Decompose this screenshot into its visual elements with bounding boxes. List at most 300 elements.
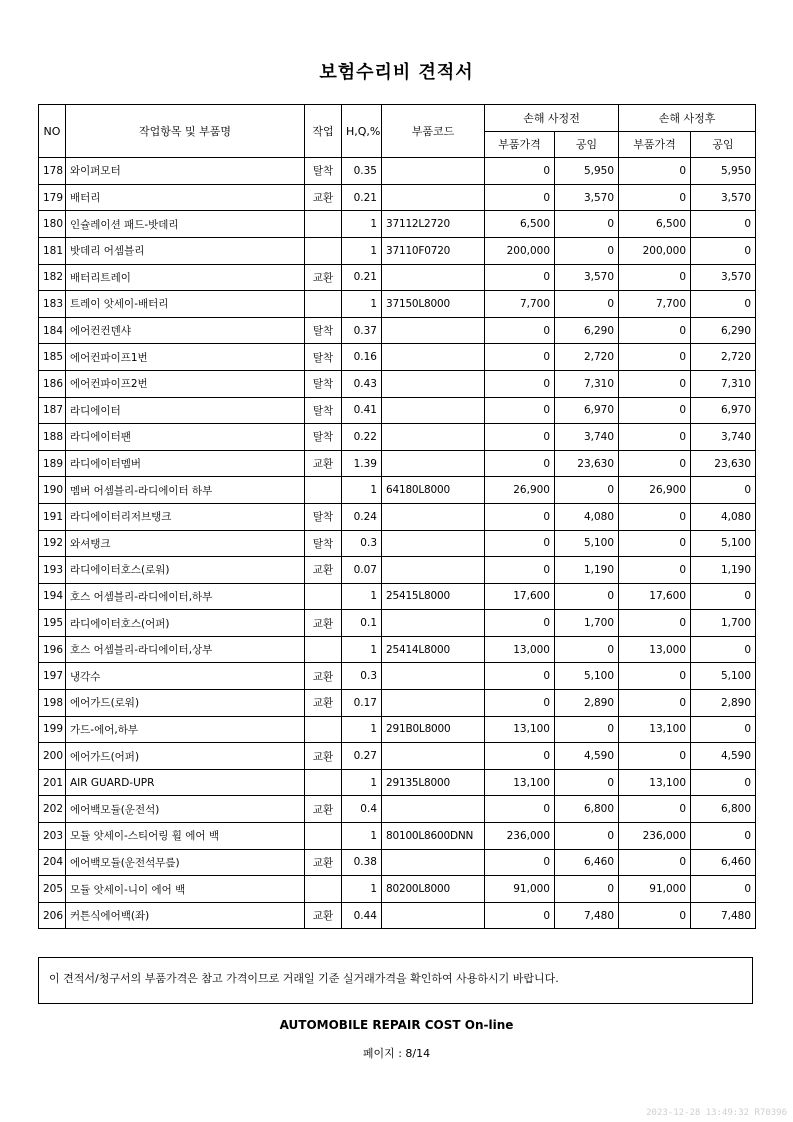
cell-part-price-after: 0 — [619, 610, 691, 637]
cell-part-code: 37110F0720 — [382, 237, 485, 264]
cell-labor-after: 5,100 — [691, 530, 756, 557]
cell-no: 206 — [39, 902, 66, 929]
table-row — [39, 530, 756, 557]
cell-part-price-before: 0 — [485, 610, 555, 637]
cell-labor-after: 7,310 — [691, 370, 756, 397]
cell-labor-before: 2,890 — [555, 690, 619, 717]
cell-part-code: 37150L8000 — [382, 291, 485, 318]
cell-labor-after: 6,290 — [691, 317, 756, 344]
cell-part-price-before: 91,000 — [485, 876, 555, 903]
cell-part-price-after: 6,500 — [619, 211, 691, 238]
cell-labor-before: 0 — [555, 876, 619, 903]
cell-labor-after: 0 — [691, 583, 756, 610]
table-row — [39, 211, 756, 238]
cell-part-code: 291B0L8000 — [382, 716, 485, 743]
cell-work: 교환 — [305, 663, 342, 690]
cell-hq: 1 — [342, 583, 382, 610]
cell-no: 205 — [39, 876, 66, 903]
cell-part-price-after: 0 — [619, 503, 691, 530]
cell-work — [305, 823, 342, 850]
cell-hq: 1 — [342, 636, 382, 663]
cell-item-name: AIR GUARD-UPR — [66, 769, 305, 796]
cell-part-price-after: 13,000 — [619, 636, 691, 663]
cell-item-name: 에어가드(로워) — [66, 690, 305, 717]
cell-item-name: 호스 어셈블리-라디에이터,하부 — [66, 583, 305, 610]
cell-no: 198 — [39, 690, 66, 717]
cell-labor-after: 23,630 — [691, 450, 756, 477]
cell-hq: 0.1 — [342, 610, 382, 637]
cell-labor-after: 5,950 — [691, 158, 756, 185]
cell-hq: 0.22 — [342, 424, 382, 451]
cell-no: 187 — [39, 397, 66, 424]
cell-work — [305, 636, 342, 663]
cell-hq: 0.37 — [342, 317, 382, 344]
cell-labor-after: 0 — [691, 237, 756, 264]
cell-work — [305, 237, 342, 264]
table-row — [39, 902, 756, 929]
cell-work: 탈착 — [305, 503, 342, 530]
cell-item-name: 에어백모듈(운전석) — [66, 796, 305, 823]
table-row — [39, 264, 756, 291]
cell-labor-after: 5,100 — [691, 663, 756, 690]
cell-labor-after: 0 — [691, 823, 756, 850]
cell-part-price-after: 0 — [619, 663, 691, 690]
cell-part-price-after: 0 — [619, 796, 691, 823]
cell-part-code — [382, 317, 485, 344]
cell-part-price-after: 0 — [619, 424, 691, 451]
cell-hq: 0.35 — [342, 158, 382, 185]
cell-part-price-before: 0 — [485, 370, 555, 397]
cell-part-price-after: 7,700 — [619, 291, 691, 318]
cell-hq: 0.4 — [342, 796, 382, 823]
cell-part-price-before: 0 — [485, 663, 555, 690]
cell-no: 180 — [39, 211, 66, 238]
cell-labor-after: 0 — [691, 876, 756, 903]
cell-hq: 1 — [342, 769, 382, 796]
cell-item-name: 배터리트레이 — [66, 264, 305, 291]
cell-hq: 0.43 — [342, 370, 382, 397]
cell-part-price-before: 236,000 — [485, 823, 555, 850]
cell-labor-before: 6,460 — [555, 849, 619, 876]
cell-work — [305, 716, 342, 743]
cell-item-name: 밧데리 어셈블리 — [66, 237, 305, 264]
cell-no: 196 — [39, 636, 66, 663]
cell-work: 교환 — [305, 610, 342, 637]
cell-part-price-before: 0 — [485, 743, 555, 770]
cell-work: 탈착 — [305, 424, 342, 451]
cell-labor-before: 2,720 — [555, 344, 619, 371]
cell-part-code — [382, 796, 485, 823]
table-row — [39, 636, 756, 663]
cell-item-name: 가드-에어,하부 — [66, 716, 305, 743]
cell-part-price-after: 0 — [619, 450, 691, 477]
cell-no: 182 — [39, 264, 66, 291]
cell-item-name: 호스 어셈블리-라디에이터,상부 — [66, 636, 305, 663]
cell-labor-before: 0 — [555, 769, 619, 796]
cell-no: 190 — [39, 477, 66, 504]
table-row — [39, 663, 756, 690]
cell-no: 197 — [39, 663, 66, 690]
cell-work: 교환 — [305, 849, 342, 876]
cell-part-code — [382, 158, 485, 185]
cell-labor-before: 1,190 — [555, 557, 619, 584]
table-row — [39, 424, 756, 451]
cell-labor-after: 4,590 — [691, 743, 756, 770]
cell-labor-after: 0 — [691, 716, 756, 743]
cell-hq: 0.07 — [342, 557, 382, 584]
table-row — [39, 477, 756, 504]
cell-hq: 0.17 — [342, 690, 382, 717]
cell-part-code — [382, 743, 485, 770]
cell-no: 181 — [39, 237, 66, 264]
cell-work — [305, 211, 342, 238]
cell-part-code: 37112L2720 — [382, 211, 485, 238]
cell-part-code: 80100L8600DNN — [382, 823, 485, 850]
cell-part-price-before: 0 — [485, 344, 555, 371]
table-row — [39, 158, 756, 185]
cell-labor-before: 4,080 — [555, 503, 619, 530]
cell-no: 179 — [39, 184, 66, 211]
cell-item-name: 라디에이터 — [66, 397, 305, 424]
table-body — [39, 158, 756, 929]
cell-work — [305, 769, 342, 796]
cell-item-name: 에어컨컨덴샤 — [66, 317, 305, 344]
table-row — [39, 849, 756, 876]
header-part-price-before: 부품가격 — [485, 131, 555, 158]
cell-item-name: 배터리 — [66, 184, 305, 211]
cell-item-name: 에어가드(어퍼) — [66, 743, 305, 770]
cell-part-price-after: 26,900 — [619, 477, 691, 504]
cell-labor-before: 0 — [555, 291, 619, 318]
cell-part-code — [382, 557, 485, 584]
table-row — [39, 450, 756, 477]
page-number: 페이지 : 8/14 — [362, 1047, 431, 1060]
cell-part-price-after: 17,600 — [619, 583, 691, 610]
cell-labor-before: 0 — [555, 636, 619, 663]
footer-title: AUTOMOBILE REPAIR COST On-line — [279, 1018, 514, 1032]
cell-work: 교환 — [305, 902, 342, 929]
cell-hq: 0.27 — [342, 743, 382, 770]
cell-part-price-after: 91,000 — [619, 876, 691, 903]
cell-part-code — [382, 503, 485, 530]
cell-labor-before: 0 — [555, 583, 619, 610]
cell-part-code — [382, 530, 485, 557]
table-row — [39, 317, 756, 344]
cell-part-price-after: 0 — [619, 184, 691, 211]
table-row — [39, 557, 756, 584]
cell-item-name: 커튼식에어백(좌) — [66, 902, 305, 929]
cell-work: 탈착 — [305, 397, 342, 424]
cell-no: 192 — [39, 530, 66, 557]
cell-part-price-before: 17,600 — [485, 583, 555, 610]
cell-labor-before: 1,700 — [555, 610, 619, 637]
cell-no: 199 — [39, 716, 66, 743]
cell-part-price-after: 0 — [619, 530, 691, 557]
cell-hq: 1 — [342, 237, 382, 264]
cell-part-price-after: 0 — [619, 264, 691, 291]
header-hq: H,Q,% — [342, 105, 382, 158]
table-row — [39, 769, 756, 796]
cell-part-price-after: 0 — [619, 158, 691, 185]
table-row — [39, 237, 756, 264]
cell-part-price-after: 13,100 — [619, 716, 691, 743]
cell-part-price-before: 7,700 — [485, 291, 555, 318]
cell-part-code: 64180L8000 — [382, 477, 485, 504]
cell-part-price-after: 0 — [619, 690, 691, 717]
cell-work: 탈착 — [305, 158, 342, 185]
cell-part-price-before: 0 — [485, 796, 555, 823]
cell-part-code: 25414L8000 — [382, 636, 485, 663]
cell-part-code — [382, 397, 485, 424]
cell-hq: 0.41 — [342, 397, 382, 424]
cell-no: 201 — [39, 769, 66, 796]
cell-part-price-before: 0 — [485, 902, 555, 929]
cell-no: 184 — [39, 317, 66, 344]
cell-part-price-before: 13,100 — [485, 769, 555, 796]
cell-labor-before: 7,310 — [555, 370, 619, 397]
cell-part-price-before: 0 — [485, 317, 555, 344]
table-row — [39, 690, 756, 717]
cell-part-price-before: 13,100 — [485, 716, 555, 743]
cell-labor-before: 0 — [555, 716, 619, 743]
cell-hq: 0.21 — [342, 264, 382, 291]
cell-part-price-before: 0 — [485, 264, 555, 291]
cell-work: 교환 — [305, 184, 342, 211]
cell-work: 교환 — [305, 796, 342, 823]
cell-hq: 1 — [342, 211, 382, 238]
cell-part-price-after: 0 — [619, 557, 691, 584]
cell-labor-before: 0 — [555, 237, 619, 264]
cell-part-price-before: 0 — [485, 450, 555, 477]
cell-part-price-before: 0 — [485, 530, 555, 557]
cell-part-code — [382, 849, 485, 876]
cell-item-name: 에어백모듈(운전석무릎) — [66, 849, 305, 876]
cell-part-price-before: 0 — [485, 184, 555, 211]
cell-work: 탈착 — [305, 317, 342, 344]
cell-labor-before: 7,480 — [555, 902, 619, 929]
cell-no: 185 — [39, 344, 66, 371]
cell-labor-before: 23,630 — [555, 450, 619, 477]
cell-work: 교환 — [305, 450, 342, 477]
table-row — [39, 716, 756, 743]
cell-work: 교환 — [305, 557, 342, 584]
cell-labor-before: 4,590 — [555, 743, 619, 770]
cell-part-price-before: 0 — [485, 158, 555, 185]
cell-no: 204 — [39, 849, 66, 876]
cell-part-code — [382, 344, 485, 371]
cell-hq: 0.3 — [342, 663, 382, 690]
cell-no: 178 — [39, 158, 66, 185]
table-row — [39, 344, 756, 371]
cell-part-price-after: 0 — [619, 344, 691, 371]
cell-hq: 0.24 — [342, 503, 382, 530]
cell-work: 탈착 — [305, 370, 342, 397]
cell-hq: 0.21 — [342, 184, 382, 211]
cell-labor-before: 0 — [555, 477, 619, 504]
cell-part-code — [382, 450, 485, 477]
cell-item-name: 와이퍼모터 — [66, 158, 305, 185]
cell-work: 탈착 — [305, 344, 342, 371]
cell-no: 203 — [39, 823, 66, 850]
cell-hq: 0.3 — [342, 530, 382, 557]
cell-hq: 1 — [342, 716, 382, 743]
cell-item-name: 멤버 어셈블리-라디에이터 하부 — [66, 477, 305, 504]
cell-item-name: 모듈 앗세이-니이 에어 백 — [66, 876, 305, 903]
table-header — [39, 105, 756, 158]
cell-part-code — [382, 370, 485, 397]
cell-hq: 0.38 — [342, 849, 382, 876]
cell-labor-before: 5,100 — [555, 663, 619, 690]
cell-item-name: 모듈 앗세이-스티어링 휠 에어 백 — [66, 823, 305, 850]
cell-part-price-after: 0 — [619, 397, 691, 424]
cell-no: 191 — [39, 503, 66, 530]
table-row — [39, 397, 756, 424]
cell-labor-after: 0 — [691, 636, 756, 663]
cell-part-price-before: 0 — [485, 424, 555, 451]
cell-no: 193 — [39, 557, 66, 584]
cell-part-code — [382, 184, 485, 211]
table-row — [39, 876, 756, 903]
table-row — [39, 796, 756, 823]
cell-labor-before: 0 — [555, 211, 619, 238]
cell-hq: 0.16 — [342, 344, 382, 371]
cell-hq: 1 — [342, 823, 382, 850]
table-row — [39, 610, 756, 637]
cell-part-code — [382, 902, 485, 929]
cell-labor-before: 3,740 — [555, 424, 619, 451]
cell-hq: 0.44 — [342, 902, 382, 929]
cell-work — [305, 583, 342, 610]
header-before-assessment: 손해 사정전 — [485, 105, 619, 132]
header-part-code: 부품코드 — [382, 105, 485, 158]
cell-hq: 1 — [342, 291, 382, 318]
cell-work: 교환 — [305, 690, 342, 717]
header-labor-after: 공임 — [691, 131, 756, 158]
cell-labor-after: 0 — [691, 211, 756, 238]
header-labor-before: 공임 — [555, 131, 619, 158]
header-item: 작업항목 및 부품명 — [66, 105, 305, 158]
cell-part-code: 25415L8000 — [382, 583, 485, 610]
cell-no: 195 — [39, 610, 66, 637]
cell-labor-before: 6,290 — [555, 317, 619, 344]
cell-labor-before: 0 — [555, 823, 619, 850]
cell-labor-after: 1,190 — [691, 557, 756, 584]
cell-item-name: 라디에이터멤버 — [66, 450, 305, 477]
cell-labor-before: 6,970 — [555, 397, 619, 424]
estimate-table — [38, 104, 756, 929]
header-after-assessment: 손해 사정후 — [619, 105, 756, 132]
table-row — [39, 370, 756, 397]
cell-part-price-after: 200,000 — [619, 237, 691, 264]
cell-part-code — [382, 690, 485, 717]
cell-part-price-before: 0 — [485, 849, 555, 876]
cell-item-name: 라디에이터팬 — [66, 424, 305, 451]
cell-hq: 1 — [342, 876, 382, 903]
cell-part-price-before: 0 — [485, 557, 555, 584]
cell-part-price-after: 236,000 — [619, 823, 691, 850]
cell-hq: 1 — [342, 477, 382, 504]
cell-item-name: 라디에이터호스(로워) — [66, 557, 305, 584]
cell-labor-after: 3,570 — [691, 264, 756, 291]
header-no: NO — [39, 105, 66, 158]
cell-labor-after: 0 — [691, 291, 756, 318]
cell-work — [305, 876, 342, 903]
table-row — [39, 823, 756, 850]
cell-item-name: 라디에이터리저브탱크 — [66, 503, 305, 530]
cell-part-code — [382, 663, 485, 690]
cell-part-price-after: 0 — [619, 743, 691, 770]
cell-labor-before: 3,570 — [555, 184, 619, 211]
cell-labor-after: 4,080 — [691, 503, 756, 530]
cell-labor-after: 2,890 — [691, 690, 756, 717]
cell-no: 189 — [39, 450, 66, 477]
cell-labor-after: 2,720 — [691, 344, 756, 371]
cell-part-price-after: 13,100 — [619, 769, 691, 796]
cell-part-price-before: 0 — [485, 503, 555, 530]
cell-hq: 1.39 — [342, 450, 382, 477]
cell-item-name: 에어컨파이프2번 — [66, 370, 305, 397]
cell-labor-after: 7,480 — [691, 902, 756, 929]
cell-labor-before: 3,570 — [555, 264, 619, 291]
cell-labor-after: 6,800 — [691, 796, 756, 823]
cell-part-code — [382, 264, 485, 291]
cell-item-name: 에어컨파이프1번 — [66, 344, 305, 371]
cell-item-name: 인슐레이션 패드-밧데리 — [66, 211, 305, 238]
cell-part-code — [382, 424, 485, 451]
table-row — [39, 503, 756, 530]
table-row — [39, 184, 756, 211]
price-notice: 이 견적서/청구서의 부품가격은 참고 가격이므로 거래일 기준 실거래가격을 확인하여 사용하시기 바랍니다. — [38, 957, 753, 1004]
cell-item-name: 냉각수 — [66, 663, 305, 690]
header-work: 작업 — [305, 105, 342, 158]
cell-no: 202 — [39, 796, 66, 823]
cell-no: 183 — [39, 291, 66, 318]
cell-no: 188 — [39, 424, 66, 451]
cell-labor-after: 0 — [691, 477, 756, 504]
cell-part-price-before: 6,500 — [485, 211, 555, 238]
print-timestamp: 2023-12-28 13:49:32 R70396 — [646, 1108, 787, 1118]
cell-labor-after: 6,970 — [691, 397, 756, 424]
cell-labor-after: 3,740 — [691, 424, 756, 451]
header-part-price-after: 부품가격 — [619, 131, 691, 158]
cell-no: 186 — [39, 370, 66, 397]
cell-work — [305, 291, 342, 318]
cell-no: 200 — [39, 743, 66, 770]
cell-part-code: 80200L8000 — [382, 876, 485, 903]
cell-labor-after: 3,570 — [691, 184, 756, 211]
cell-part-code: 29135L8000 — [382, 769, 485, 796]
table-row — [39, 291, 756, 318]
cell-part-price-after: 0 — [619, 849, 691, 876]
cell-labor-after: 6,460 — [691, 849, 756, 876]
cell-part-price-before: 200,000 — [485, 237, 555, 264]
cell-part-price-before: 0 — [485, 690, 555, 717]
cell-labor-before: 5,950 — [555, 158, 619, 185]
cell-part-price-before: 0 — [485, 397, 555, 424]
cell-work — [305, 477, 342, 504]
cell-item-name: 트레이 앗세이-배터리 — [66, 291, 305, 318]
cell-labor-before: 5,100 — [555, 530, 619, 557]
cell-labor-after: 0 — [691, 769, 756, 796]
document-title: 보험수리비 견적서 — [319, 62, 474, 83]
cell-labor-after: 1,700 — [691, 610, 756, 637]
cell-part-price-after: 0 — [619, 902, 691, 929]
cell-item-name: 와셔탱크 — [66, 530, 305, 557]
cell-labor-before: 6,800 — [555, 796, 619, 823]
cell-no: 194 — [39, 583, 66, 610]
cell-part-code — [382, 610, 485, 637]
table-row — [39, 743, 756, 770]
